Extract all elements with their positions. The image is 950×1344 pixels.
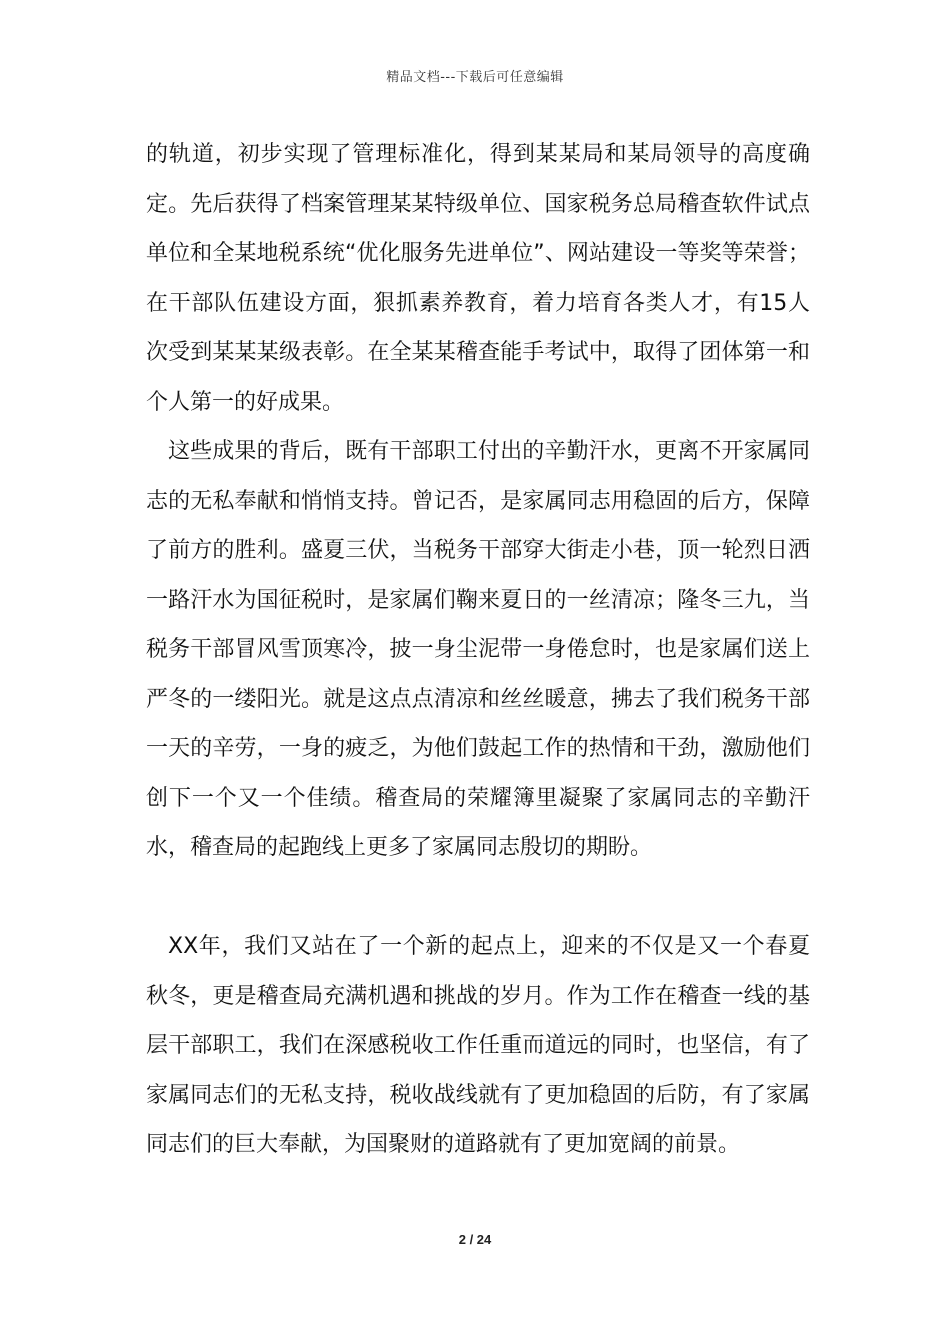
- paragraph-3: XX年，我们又站在了一个新的起点上，迎来的不仅是又一个春夏秋冬，更是稽查局充满机遇和挑战的岁月。作为工作在稽查一线的基层干部职工，我们在深感税收工作任重而道远的同时，也坚信，有了家属同志们的无私支持，税收战线就有了更加稳固的后防，有了家属同志们的巨大奉献，为国聚财的道路就有了更加宽阔的前景。: [146, 934, 810, 1157]
- paragraph-1: 的轨道，初步实现了管理标准化，得到某某局和某局领导的高度确定。先后获得了档案管理某某特级单位、国家税务总局稽查软件试点单位和全某地税系统“优化服务先进单位”、网站建设一等奖等荣誉；在干部队伍建设方面，狠抓素养教育，着力培育各类人才，有15人次受到某某某级表彰。在全某某稽查能手考试中，取得了团体第一和个人第一的好成果。: [146, 142, 810, 415]
- page-header: 精品文档---下载后可任意编辑: [386, 70, 564, 85]
- page-number: 2 / 24: [458, 1232, 492, 1247]
- paragraph-2: 这些成果的背后，既有干部职工付出的辛勤汗水，更离不开家属同志的无私奉献和悄悄支持。曾记否，是家属同志用稳固的后方，保障了前方的胜利。盛夏三伏，当税务干部穿大街走小巷，顶一轮烈日洒一路汗水为国征税时，是家属们鞠来夏日的一丝清凉；隆冬三九，当税务干部冒风雪顶寒冷，披一身尘泥带一身倦怠时，也是家属们送上严冬的一缕阳光。就是这点点清凉和丝丝暖意，拂去了我们税务干部一天的辛劳，一身的疲乏，为他们鼓起工作的热情和干劲，激励他们创下一个又一个佳绩。稽查局的荣耀簿里凝聚了家属同志的辛勤汗水，稽查局的起跑线上更多了家属同志殷切的期盼。: [146, 439, 810, 860]
- document-body: [146, 130, 810, 1170]
- paragraph-spacer: [146, 873, 810, 923]
